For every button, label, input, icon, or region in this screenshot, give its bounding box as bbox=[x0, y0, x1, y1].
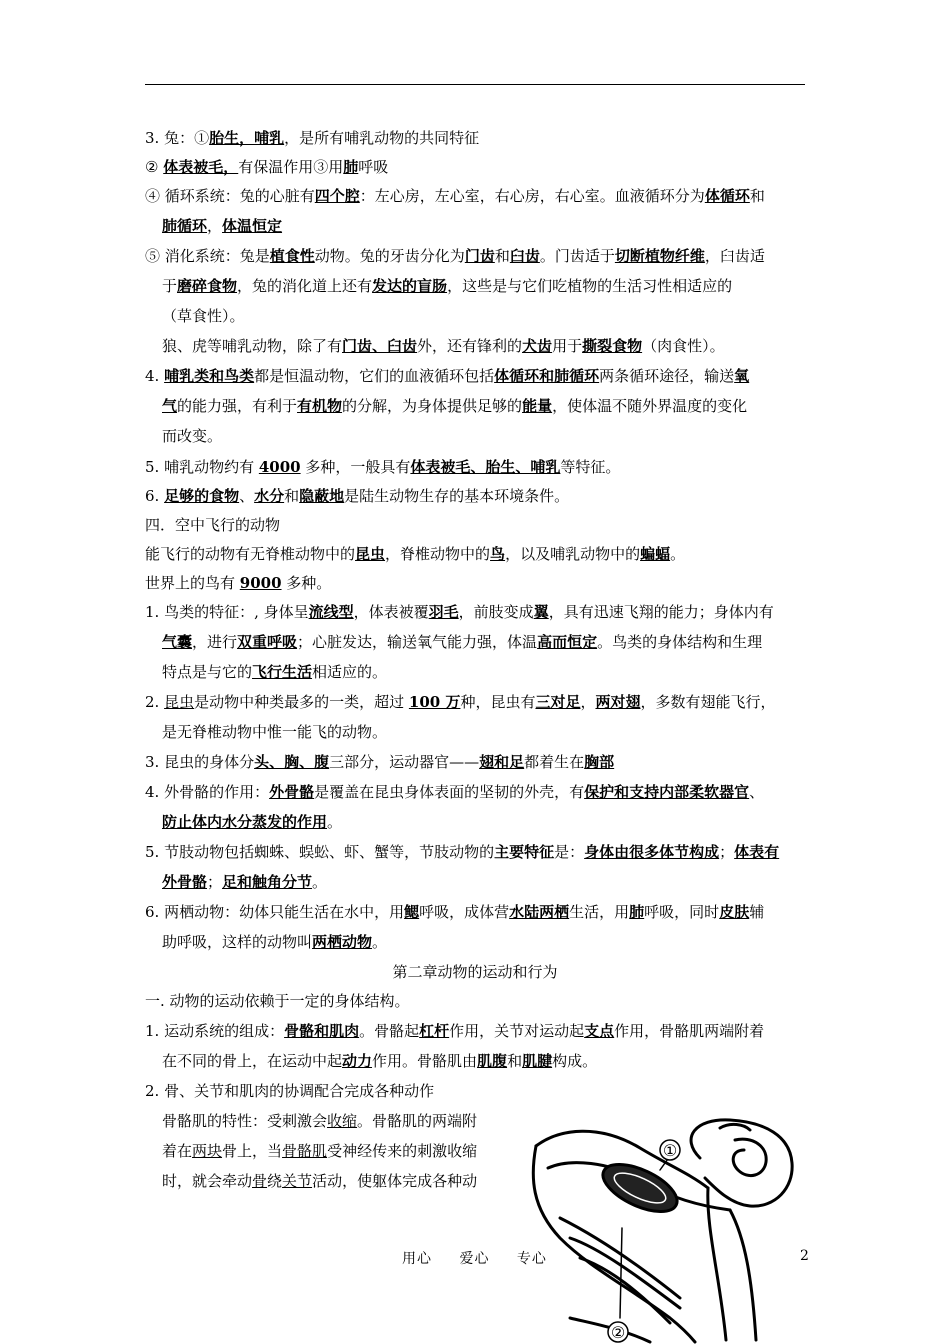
text-line bbox=[145, 1021, 764, 1041]
text-segment: 世界上的鸟有 bbox=[145, 574, 240, 592]
text-segment: 相适应的。 bbox=[312, 663, 388, 681]
text-segment: 于 bbox=[162, 277, 178, 295]
text-segment: 是： bbox=[554, 843, 585, 861]
text-segment: 的分解，为身体提供足够的 bbox=[342, 397, 523, 415]
text-segment: ，兔的消化道上还有 bbox=[237, 277, 373, 295]
footer-word-1: 用心 bbox=[402, 1251, 432, 1267]
text-segment: ，这些是与它们吃植物的生活习性相适应的 bbox=[447, 277, 733, 295]
keyword: 体表被毛、胎生、哺乳 bbox=[410, 458, 561, 476]
text-line bbox=[162, 932, 387, 952]
keyword: 骨骼肌 bbox=[282, 1142, 328, 1160]
text-line bbox=[162, 632, 762, 652]
text-segment: 。 bbox=[327, 813, 343, 831]
text-segment: 动物。兔的牙齿分化为 bbox=[314, 247, 465, 265]
header-rule bbox=[145, 84, 805, 85]
keyword: 门齿、臼齿 bbox=[342, 337, 418, 355]
text-line bbox=[162, 336, 725, 356]
text-segment: 都是恒温动物，它们的血液循环包括 bbox=[254, 367, 495, 385]
keyword: 有机物 bbox=[297, 397, 343, 415]
text-segment: ② bbox=[145, 158, 164, 176]
text-segment: 两条循环途径，输送 bbox=[599, 367, 735, 385]
keyword: 切断植物纤维 bbox=[614, 247, 705, 265]
figure-label-2: ② bbox=[610, 1323, 626, 1342]
text-segment: 种，昆虫有 bbox=[460, 693, 536, 711]
text-segment: ：左心房，左心室，右心房，右心室。血液循环分为 bbox=[359, 187, 705, 205]
text-segment: ， bbox=[207, 217, 223, 235]
text-segment: 多种，一般具有 bbox=[300, 458, 411, 476]
text-segment: 狼、虎等哺乳动物，除了有 bbox=[162, 337, 343, 355]
keyword: 足够的食物 bbox=[164, 487, 240, 505]
keyword: 能量 bbox=[522, 397, 553, 415]
text-segment: ，使体温不随外界温度的变化 bbox=[552, 397, 748, 415]
text-line bbox=[145, 782, 764, 802]
text-segment: 3. 兔： bbox=[145, 129, 195, 147]
text-segment: 是无脊椎动物中惟一能飞的动物。 bbox=[162, 723, 388, 741]
keyword: 羽毛 bbox=[428, 603, 459, 621]
text-segment: 生活，用 bbox=[569, 903, 630, 921]
text-line bbox=[162, 812, 342, 832]
text-segment: 骨上，当 bbox=[222, 1142, 283, 1160]
keyword: 身体由很多体节构成 bbox=[584, 843, 720, 861]
text-segment: 4. bbox=[145, 367, 165, 385]
text-segment: 在不同的骨上，在运动中起 bbox=[162, 1052, 343, 1070]
text-segment: 。门齿适于 bbox=[539, 247, 615, 265]
text-line bbox=[145, 573, 331, 593]
text-line bbox=[145, 752, 614, 772]
text-segment: 。 bbox=[312, 873, 328, 891]
text-segment: ； bbox=[719, 843, 735, 861]
text-segment: 。 bbox=[670, 545, 686, 563]
text-line bbox=[145, 515, 280, 535]
text-segment: 主要特征 bbox=[494, 843, 555, 861]
keyword: 骨骼和肌肉 bbox=[284, 1022, 360, 1040]
text-segment: ； bbox=[207, 873, 223, 891]
text-segment: ① bbox=[194, 129, 210, 147]
text-segment: 。骨骼肌的两端附 bbox=[357, 1112, 478, 1130]
text-segment: 构成。 bbox=[552, 1052, 598, 1070]
text-line bbox=[162, 426, 222, 446]
keyword: 体循环 bbox=[704, 187, 750, 205]
text-segment: 活动，使躯体完成各种动 bbox=[312, 1172, 478, 1190]
text-segment: 2. 骨、关节和肌肉的协调配合完成各种动作 bbox=[145, 1082, 435, 1100]
keyword: 水陆两栖 bbox=[509, 903, 570, 921]
text-line bbox=[145, 366, 749, 386]
text-segment: 作用，骨骼肌两端附着 bbox=[614, 1022, 765, 1040]
keyword: 鳃 bbox=[404, 903, 420, 921]
keyword: 氧 bbox=[734, 367, 750, 385]
keyword: 肺 bbox=[629, 903, 645, 921]
text-segment: 和 bbox=[749, 187, 765, 205]
text-segment: （肉食性）。 bbox=[642, 337, 725, 355]
text-segment: 呼吸，同时 bbox=[644, 903, 720, 921]
text-line bbox=[162, 662, 387, 682]
keyword: 关节 bbox=[282, 1172, 313, 1190]
text-line bbox=[162, 276, 732, 296]
text-segment: ，臼齿适 bbox=[704, 247, 765, 265]
text-segment: ，脊椎动物中的 bbox=[385, 545, 491, 563]
keyword: 9000 bbox=[239, 574, 282, 592]
text-segment: 受神经传来的刺激收缩 bbox=[327, 1142, 478, 1160]
keyword: 足和触角分节 bbox=[222, 873, 313, 891]
text-segment: 。鸟类的身体结构和生理 bbox=[597, 633, 763, 651]
keyword: 翼 bbox=[533, 603, 549, 621]
text-segment: ④ 循环系统：兔的心脏有 bbox=[145, 187, 315, 205]
text-segment: 作用。骨骼肌由 bbox=[372, 1052, 478, 1070]
text-segment: 等特征。 bbox=[560, 458, 621, 476]
text-line bbox=[162, 872, 327, 892]
keyword: 100 万 bbox=[408, 693, 461, 711]
keyword: 昆虫 bbox=[164, 693, 195, 711]
text-segment: 都着生在 bbox=[524, 753, 585, 771]
text-segment: ，进行 bbox=[192, 633, 238, 651]
text-line bbox=[145, 991, 410, 1011]
text-segment: ⑤ 消化系统：兔是 bbox=[145, 247, 270, 265]
keyword: 体循环和肺循环 bbox=[494, 367, 600, 385]
text-segment: 呼吸 bbox=[358, 158, 389, 176]
text-segment: ，前肢变成 bbox=[458, 603, 534, 621]
text-segment: ， bbox=[580, 693, 596, 711]
keyword: 杠杆 bbox=[419, 1022, 450, 1040]
text-line bbox=[145, 544, 685, 564]
text-segment: 而改变。 bbox=[162, 427, 223, 445]
text-segment: ，体表被覆 bbox=[353, 603, 429, 621]
text-line bbox=[162, 1051, 597, 1071]
text-segment: 。骨骼起 bbox=[359, 1022, 420, 1040]
keyword: 胸部 bbox=[584, 753, 615, 771]
text-segment: 是陆生动物生存的基本环境条件。 bbox=[344, 487, 570, 505]
text-line bbox=[162, 306, 245, 326]
page-footer bbox=[402, 1248, 569, 1268]
keyword: 流线型 bbox=[308, 603, 354, 621]
keyword: 两对翅 bbox=[595, 693, 641, 711]
text-segment: 2. bbox=[145, 693, 165, 711]
page-number: 2 bbox=[800, 1248, 809, 1264]
text-line bbox=[162, 1171, 477, 1191]
text-segment: 呼吸，成体营 bbox=[419, 903, 510, 921]
text-segment: 四．空中飞行的动物 bbox=[145, 516, 281, 534]
keyword: 外骨骼 bbox=[269, 783, 315, 801]
keyword: 昆虫 bbox=[355, 545, 386, 563]
text-segment: 骨骼肌的特性：受刺激会 bbox=[162, 1112, 328, 1130]
keyword: 两块 bbox=[192, 1142, 223, 1160]
keyword: 肌腱 bbox=[522, 1052, 553, 1070]
keyword: 四个腔 bbox=[314, 187, 360, 205]
text-segment: 时，就会牵动 bbox=[162, 1172, 253, 1190]
keyword: 体表被毛， bbox=[163, 158, 239, 176]
text-segment: 多种。 bbox=[281, 574, 332, 592]
keyword: 体温恒定 bbox=[222, 217, 283, 235]
keyword: 磨碎食物 bbox=[177, 277, 238, 295]
keyword: 外骨骼 bbox=[162, 873, 208, 891]
keyword: 皮肤 bbox=[719, 903, 750, 921]
text-segment: 着在 bbox=[162, 1142, 193, 1160]
keyword: 防止体内水分蒸发的作用 bbox=[162, 813, 328, 831]
text-line bbox=[145, 157, 388, 177]
keyword: 飞行生活 bbox=[252, 663, 313, 681]
keyword: 动力 bbox=[342, 1052, 373, 1070]
text-segment: （草食性）。 bbox=[162, 307, 245, 325]
keyword: 三对足 bbox=[535, 693, 581, 711]
text-segment: ，以及哺乳动物中的 bbox=[505, 545, 641, 563]
text-line bbox=[145, 246, 765, 266]
arm-muscle-figure bbox=[530, 1118, 810, 1344]
text-segment: 绕 bbox=[267, 1172, 283, 1190]
keyword: 撕裂食物 bbox=[582, 337, 643, 355]
keyword: 保护和支持内部柔软器官 bbox=[584, 783, 750, 801]
keyword: 胎生，哺乳 bbox=[209, 129, 285, 147]
keyword: 肌腹 bbox=[477, 1052, 508, 1070]
text-segment: 辅 bbox=[749, 903, 765, 921]
text-segment: 外，还有锋利的 bbox=[417, 337, 523, 355]
text-line bbox=[145, 602, 774, 622]
keyword: 高而恒定 bbox=[537, 633, 598, 651]
keyword: 门齿 bbox=[464, 247, 495, 265]
text-segment: 5. 节肢动物包括蜘蛛、蜈蚣、虾、蟹等，节肢动物的 bbox=[145, 843, 495, 861]
keyword: 4000 bbox=[258, 458, 301, 476]
keyword: 两栖动物 bbox=[312, 933, 373, 951]
text-line bbox=[145, 842, 779, 862]
text-segment: 1. 运动系统的组成： bbox=[145, 1022, 285, 1040]
text-segment: 特点是与它的 bbox=[162, 663, 253, 681]
footer-word-3: 专心 bbox=[516, 1251, 547, 1267]
text-line bbox=[162, 722, 387, 742]
text-line bbox=[145, 486, 569, 506]
text-line bbox=[145, 128, 479, 148]
keyword: 臼齿 bbox=[509, 247, 540, 265]
keyword: 隐蔽地 bbox=[299, 487, 345, 505]
text-line bbox=[145, 1081, 434, 1101]
text-line bbox=[162, 216, 282, 236]
keyword: 体表有 bbox=[734, 843, 780, 861]
keyword: 发达的盲肠 bbox=[372, 277, 448, 295]
keyword: 肺 bbox=[343, 158, 359, 176]
text-segment: 能飞行的动物有无脊椎动物中的 bbox=[145, 545, 356, 563]
text-segment: ，多数有翅能飞行， bbox=[640, 693, 776, 711]
text-segment: 1. 鸟类的特征：, 身体呈 bbox=[145, 603, 309, 621]
keyword: 气囊 bbox=[162, 633, 193, 651]
text-segment: 5. 哺乳动物约有 bbox=[145, 458, 259, 476]
text-segment: ；心脏发达，输送氧气能力强，体温 bbox=[297, 633, 538, 651]
keyword: 肺循环 bbox=[162, 217, 208, 235]
text-segment: ，具有迅速飞翔的能力；身体内有 bbox=[548, 603, 774, 621]
footer-word-2: 爱心 bbox=[459, 1251, 490, 1267]
text-segment: 和 bbox=[284, 487, 300, 505]
keyword: 支点 bbox=[584, 1022, 615, 1040]
text-segment: 第二章动物的运动和行为 bbox=[392, 963, 558, 981]
text-segment: 一. 动物的运动依赖于一定的身体结构。 bbox=[145, 992, 410, 1010]
text-segment: 是覆盖在昆虫身体表面的坚韧的外壳，有 bbox=[314, 783, 585, 801]
text-segment: 是动物中种类最多的一类，超过 bbox=[194, 693, 409, 711]
text-segment: 用于 bbox=[552, 337, 583, 355]
text-line bbox=[0, 962, 950, 982]
text-line bbox=[162, 396, 747, 416]
keyword: 犬齿 bbox=[522, 337, 553, 355]
text-segment: 和 bbox=[507, 1052, 523, 1070]
text-segment: ，是所有哺乳动物的共同特征 bbox=[284, 129, 480, 147]
text-segment: 6. bbox=[145, 487, 165, 505]
text-segment: 三部分，运动器官—— bbox=[329, 753, 480, 771]
text-line bbox=[162, 1111, 477, 1131]
text-segment: 3. 昆虫的身体分 bbox=[145, 753, 255, 771]
keyword: 收缩 bbox=[327, 1112, 358, 1130]
text-segment: 有保温作用③用 bbox=[238, 158, 344, 176]
keyword: 植食性 bbox=[269, 247, 315, 265]
keyword: 气 bbox=[162, 397, 178, 415]
keyword: 双重呼吸 bbox=[237, 633, 298, 651]
text-line bbox=[145, 457, 620, 477]
text-segment: 6. 两栖动物：幼体只能生活在水中，用 bbox=[145, 903, 405, 921]
text-segment: 助呼吸，这样的动物叫 bbox=[162, 933, 313, 951]
keyword: 鸟 bbox=[490, 545, 506, 563]
text-line bbox=[162, 1141, 477, 1161]
text-line bbox=[145, 186, 765, 206]
keyword: 水分 bbox=[254, 487, 285, 505]
text-segment: 、 bbox=[749, 783, 765, 801]
figure-label-1: ① bbox=[662, 1141, 678, 1160]
keyword: 骨 bbox=[252, 1172, 268, 1190]
text-line bbox=[145, 692, 776, 712]
keyword: 哺乳类和鸟类 bbox=[164, 367, 255, 385]
text-segment: 、 bbox=[239, 487, 255, 505]
text-segment: 和 bbox=[494, 247, 510, 265]
text-segment: 。 bbox=[372, 933, 388, 951]
text-line bbox=[145, 902, 764, 922]
keyword: 头、胸、腹 bbox=[254, 753, 330, 771]
keyword: 蝙蝠 bbox=[640, 545, 671, 563]
text-segment: 的能力强，有利于 bbox=[177, 397, 298, 415]
text-segment: 4. 外骨骼的作用： bbox=[145, 783, 270, 801]
keyword: 翅和足 bbox=[479, 753, 525, 771]
text-segment: 作用，关节对运动起 bbox=[449, 1022, 585, 1040]
